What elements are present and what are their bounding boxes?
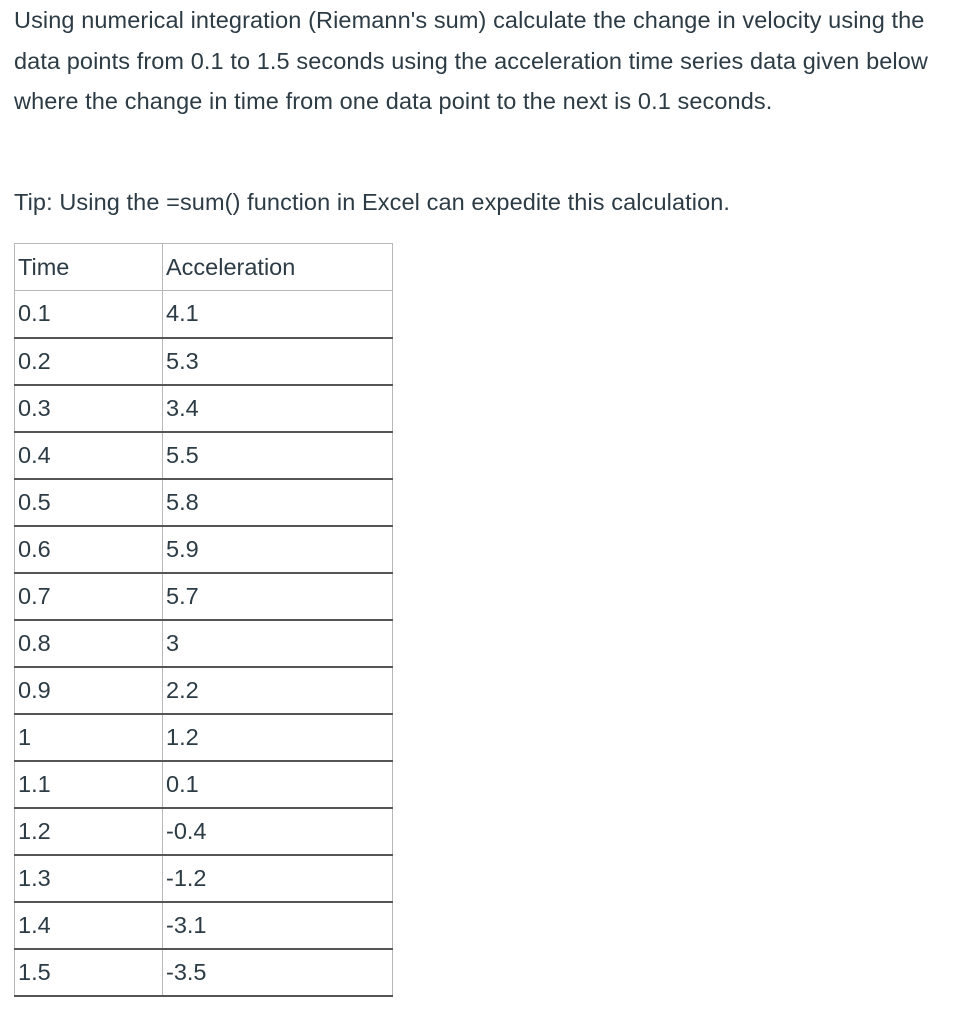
- table-row: [15, 761, 393, 808]
- time-cell: 1: [15, 714, 163, 761]
- table-row: [15, 526, 393, 573]
- time-cell: 0.4: [15, 432, 163, 479]
- table-row: [15, 667, 393, 714]
- acceleration-cell: -0.4: [163, 808, 393, 855]
- acceleration-cell: -3.5: [163, 949, 393, 996]
- acceleration-cell: 1.2: [163, 714, 393, 761]
- acceleration-cell: -1.2: [163, 855, 393, 902]
- acceleration-cell: 5.7: [163, 573, 393, 620]
- table-row: [15, 432, 393, 479]
- time-cell: 0.8: [15, 620, 163, 667]
- table-row: [15, 338, 393, 385]
- time-cell: 0.3: [15, 385, 163, 432]
- acceleration-cell: 5.3: [163, 338, 393, 385]
- acceleration-cell: 4.1: [163, 291, 393, 338]
- acceleration-cell: 3.4: [163, 385, 393, 432]
- time-cell: 0.9: [15, 667, 163, 714]
- table-row: [15, 620, 393, 667]
- table-row: [15, 291, 393, 338]
- acceleration-cell: 5.9: [163, 526, 393, 573]
- time-cell: 0.6: [15, 526, 163, 573]
- tip-text: Tip: Using the =sum() function in Excel can expedite this calculation.: [14, 189, 731, 215]
- table-row: [15, 855, 393, 902]
- time-cell: 1.1: [15, 761, 163, 808]
- acceleration-cell: 5.5: [163, 432, 393, 479]
- time-cell: 1.3: [15, 855, 163, 902]
- time-cell: 1.4: [15, 902, 163, 949]
- table-row: [15, 808, 393, 855]
- acceleration-cell: -3.1: [163, 902, 393, 949]
- header-time: Time: [15, 244, 163, 291]
- time-cell: 0.1: [15, 291, 163, 338]
- table-header-row: [15, 244, 393, 291]
- question-text: Using numerical integration (Riemann's sum) calculate the change in velocity using the data points from 0.1 to 1.5 seconds using the acceleration time series data given below where the change in time from one data point to the next is 0.1 seconds.: [14, 7, 928, 114]
- table-row: [15, 902, 393, 949]
- time-cell: 1.5: [15, 949, 163, 996]
- acceleration-cell: 3: [163, 620, 393, 667]
- time-cell: 0.2: [15, 338, 163, 385]
- acceleration-table: [14, 243, 393, 997]
- header-acceleration: Acceleration: [163, 244, 393, 291]
- table-row: [15, 385, 393, 432]
- table-body: [15, 291, 393, 996]
- acceleration-cell: 0.1: [163, 761, 393, 808]
- time-cell: 0.5: [15, 479, 163, 526]
- table-row: [15, 479, 393, 526]
- time-cell: 1.2: [15, 808, 163, 855]
- table-row: [15, 573, 393, 620]
- table-row: [15, 714, 393, 761]
- acceleration-cell: 5.8: [163, 479, 393, 526]
- time-cell: 0.7: [15, 573, 163, 620]
- acceleration-cell: 2.2: [163, 667, 393, 714]
- table-row: [15, 949, 393, 996]
